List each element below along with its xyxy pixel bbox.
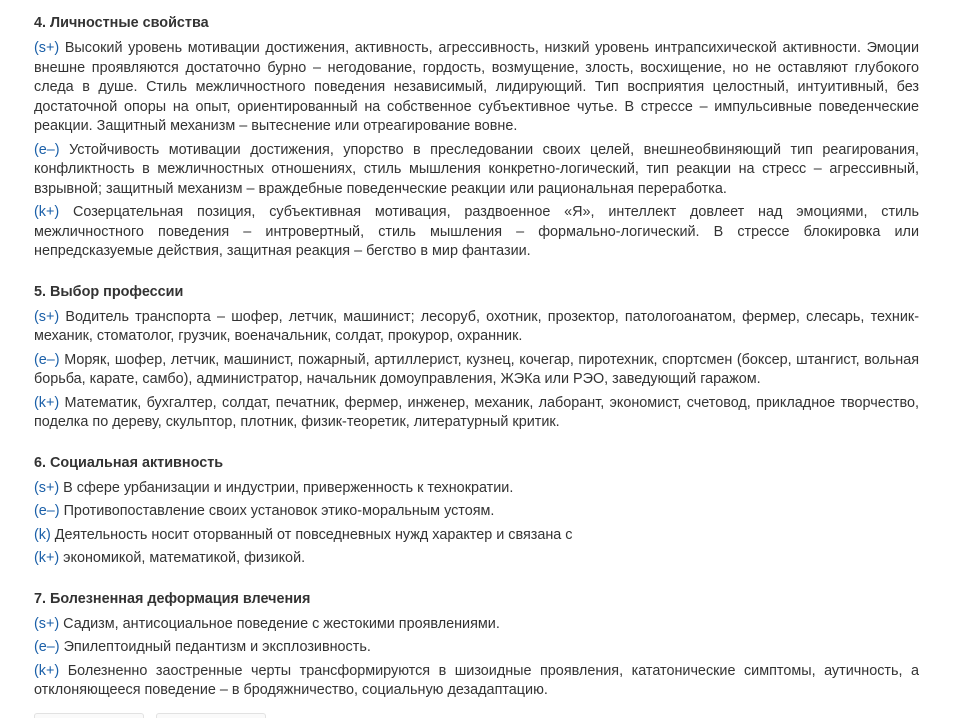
paragraph bbox=[34, 502, 919, 522]
paragraph bbox=[34, 638, 919, 658]
paragraph-text: Математик, бухгалтер, солдат, печатник, фермер, инженер, механик, лаборант, экономист, счетовод, прикладное творчество, поделка по дереву, скульптор, плотник, физик-теоретик, литературный критик. bbox=[34, 394, 919, 430]
factor-tag: (s+) bbox=[34, 308, 60, 325]
factor-tag: (k+) bbox=[34, 550, 60, 566]
factor-tag: (e–) bbox=[34, 351, 60, 368]
paragraph-text: Моряк, шофер, летчик, машинист, пожарный, артиллерист, кузнец, кочегар, пиротехник, спортсмен (боксер, штангист, вольная борьба, карате, самбо), администратор, начальник домоуправления, ЖЭКа или РЭО, заведующий гаражом. bbox=[34, 351, 919, 387]
paragraph bbox=[34, 526, 919, 546]
factor-tag: (k) bbox=[34, 526, 51, 543]
paragraph bbox=[34, 479, 919, 499]
paragraph-text: Противопоставление своих установок этико-моральным устоям. bbox=[59, 503, 495, 519]
factor-tag: (s+) bbox=[34, 615, 60, 632]
factor-tag: (s+) bbox=[34, 479, 60, 496]
bottom-button[interactable] bbox=[156, 713, 266, 718]
paragraph-text: Устойчивость мотивации достижения, упорство в преследовании своих целей, внешнеобвиняющий тип реагирования, конфликтность в межличностных отношениях, стиль мышления конкретно-логический, тип реакции на стресс – агрессивный, взрывной; защитный механизм – враждебные поведенческие реакции или рациональная переработка. bbox=[34, 141, 919, 197]
section-title: 6. Социальная активность bbox=[34, 454, 224, 471]
factor-tag: (s+) bbox=[34, 40, 60, 56]
paragraph-text: Деятельность носит оторванный от повседневных нужд характер и связана с bbox=[50, 526, 573, 543]
bottom-button[interactable] bbox=[34, 713, 144, 718]
factor-tag: (e–) bbox=[34, 141, 60, 158]
section-profession bbox=[34, 283, 919, 433]
factor-tag: (k+) bbox=[34, 204, 60, 220]
factor-tag: (k+) bbox=[34, 394, 60, 411]
paragraph bbox=[34, 203, 919, 262]
section-personality bbox=[34, 14, 919, 262]
paragraph bbox=[34, 662, 919, 701]
section-title: 5. Выбор профессии bbox=[34, 283, 184, 300]
section-title: 4. Личностные свойства bbox=[34, 15, 209, 31]
paragraph bbox=[34, 141, 919, 200]
section-title: 7. Болезненная деформация влечения bbox=[34, 590, 311, 607]
paragraph-text: Болезненно заостренные черты трансформируются в шизоидные проявления, кататонические симптомы, аутичность, а отклоняющееся поведение – в бродяжничество, социальную дезадаптацию. bbox=[34, 662, 919, 698]
factor-tag: (e–) bbox=[34, 503, 60, 519]
paragraph-text: Водитель транспорта – шофер, летчик, машинист; лесоруб, охотник, прозектор, патологоанатом, фермер, слесарь, техник-механик, стоматолог, грузчик, военачальник, солдат, прокурор, охранник. bbox=[34, 308, 919, 344]
section-drive-deformation bbox=[34, 590, 919, 701]
paragraph-text: Созерцательная позиция, субъективная мотивация, раздвоенное «Я», интеллект довлеет над эмоциями, стиль межличностного поведения – интровертный, стиль мышления – формально-логический. В стрессе блокировка или непредсказуемые действия, защитная реакция – бегство в мир фантазии. bbox=[34, 204, 919, 259]
paragraph bbox=[34, 615, 919, 635]
paragraph bbox=[34, 549, 919, 569]
bottom-button-row bbox=[34, 713, 266, 718]
factor-tag: (e–) bbox=[34, 639, 60, 655]
paragraph-text: Садизм, антисоциальное поведение с жестокими проявлениями. bbox=[59, 615, 500, 632]
paragraph-text: Высокий уровень мотивации достижения, активность, агрессивность, низкий уровень интрапсихической активности. Эмоции внешне проявляются достаточно бурно – негодование, гордость, возмущение, злость, восхищение, но не оставляют глубокого следа в душе. Стиль межличностного поведения независимый, лидирующий. Тип восприятия целостный, интуитивный, без достаточной опоры на опыт, ориентированный на собственное субъективное чутье. В стрессе – импульсивные поведенческие реакции. Защитный механизм – вытеснение или отреагирование вовне. bbox=[34, 40, 919, 134]
paragraph-text: экономикой, математикой, физикой. bbox=[59, 550, 306, 566]
factor-tag: (k+) bbox=[34, 662, 60, 679]
paragraph bbox=[34, 308, 919, 347]
paragraph-text: В сфере урбанизации и индустрии, приверженность к технократии. bbox=[59, 479, 514, 496]
paragraph-text: Эпилептоидный педантизм и эксплозивность. bbox=[59, 639, 371, 655]
paragraph bbox=[34, 351, 919, 390]
section-social-activity bbox=[34, 454, 919, 569]
paragraph bbox=[34, 39, 919, 137]
paragraph bbox=[34, 394, 919, 433]
